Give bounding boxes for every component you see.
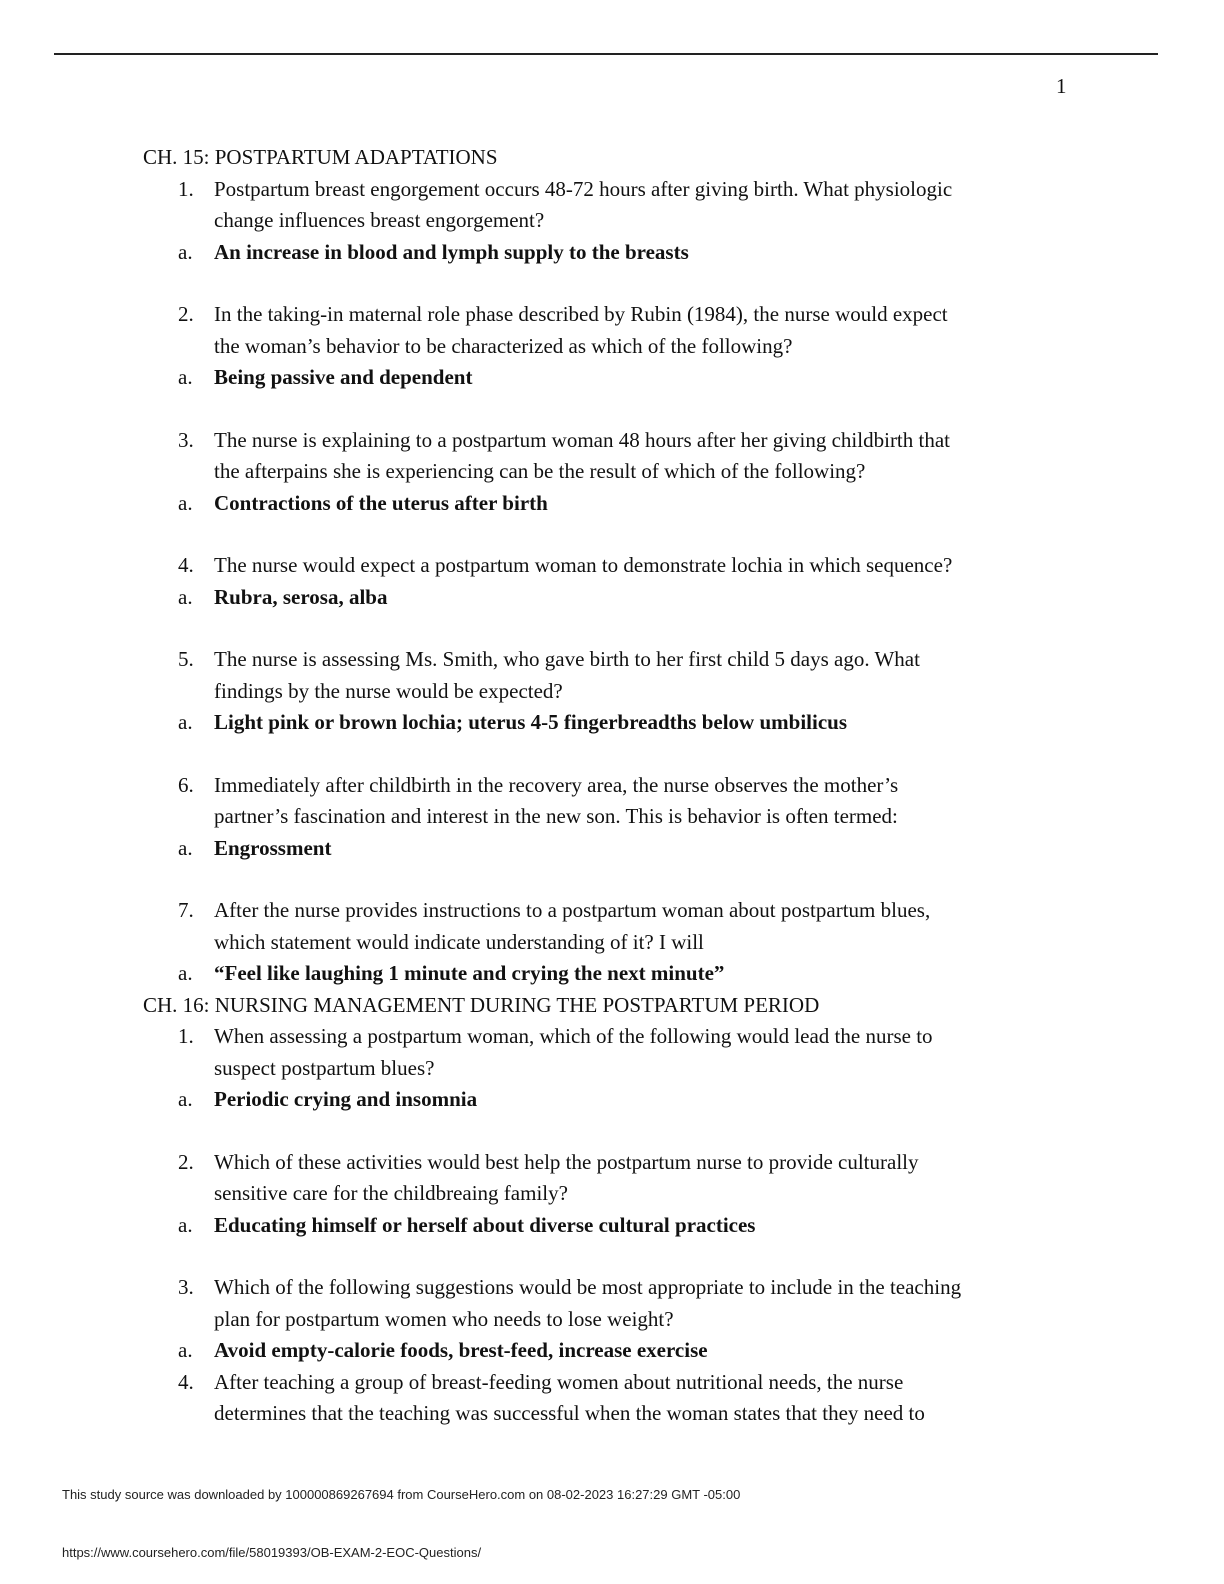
question-line: The nurse would expect a postpartum woman to demonstrate lochia in which sequence? <box>214 553 953 577</box>
question-list <box>143 174 1103 990</box>
source-url-link[interactable]: https://www.coursehero.com/file/58019393/OB-EXAM-2-EOC-Questions/ <box>62 1545 482 1560</box>
question-line: change influences breast engorgement? <box>214 208 545 232</box>
question-item <box>143 174 1103 300</box>
question-line: the woman’s behavior to be characterized as which of the following? <box>214 333 793 358</box>
question-line: plan for postpartum women who needs to lose weight? <box>214 1306 674 1331</box>
question-line: findings by the nurse would be expected? <box>214 678 563 703</box>
question-line: In the taking-in maternal role phase described by Rubin (1984), the nurse would expect <box>214 302 948 326</box>
question-number: 2. <box>178 302 194 326</box>
answer-text: Contractions of the uterus after birth <box>214 490 548 515</box>
question-line: After teaching a group of breast-feeding women about nutritional needs, the nurse <box>214 1369 904 1394</box>
question-item <box>143 550 1103 644</box>
answer-text: Periodic crying and insomnia <box>214 1087 478 1111</box>
answer-text: An increase in blood and lymph supply to the breasts <box>214 239 689 264</box>
question-number: 3. <box>178 427 194 452</box>
question-line: The nurse is explaining to a postpartum woman 48 hours after her giving childbirth that <box>214 427 951 452</box>
question-line: After the nurse provides instructions to a postpartum woman about postpartum blues, <box>214 898 931 922</box>
download-notice: This study source was downloaded by 100000869267694 from CourseHero.com on 08-02-2023 16:27:29 GMT -05:00 <box>62 1487 741 1502</box>
question-number: 4. <box>178 1369 194 1394</box>
answer-marker: a. <box>178 1087 193 1111</box>
question-line: When assessing a postpartum woman, which of the following would lead the nurse to <box>214 1024 933 1048</box>
answer-text: Avoid empty-calorie foods, brest-feed, increase exercise <box>214 1338 708 1362</box>
question-line: suspect postpartum blues? <box>214 1055 435 1080</box>
question-line: sensitive care for the childbreaing family? <box>214 1181 568 1205</box>
question-item <box>143 425 1103 551</box>
answer-marker: a. <box>178 365 193 389</box>
question-item <box>143 644 1103 770</box>
answer-marker: a. <box>178 1212 193 1237</box>
header-rule <box>54 53 1158 55</box>
question-number: 1. <box>178 176 194 201</box>
question-line: Postpartum breast engorgement occurs 48-72 hours after giving birth. What physiologic <box>214 176 953 201</box>
answer-marker: a. <box>178 239 193 264</box>
question-item <box>143 299 1103 425</box>
answer-text: Rubra, serosa, alba <box>214 584 388 609</box>
question-line: determines that the teaching was successful when the woman states that they need to <box>214 1401 925 1425</box>
question-number: 5. <box>178 647 194 671</box>
answer-marker: a. <box>178 490 193 515</box>
question-item <box>143 895 1103 990</box>
document-body <box>143 142 1103 1430</box>
chapter-title: CH. 16: NURSING MANAGEMENT DURING THE POSTPARTUM PERIOD <box>143 992 820 1017</box>
chapter-title: CH. 15: POSTPARTUM ADAPTATIONS <box>143 145 498 169</box>
question-line: which statement would indicate understanding of it? I will <box>214 929 704 954</box>
question-number: 1. <box>178 1024 194 1048</box>
answer-text: Being passive and dependent <box>214 365 473 389</box>
answer-marker: a. <box>178 835 193 860</box>
question-item <box>143 770 1103 896</box>
question-line: The nurse is assessing Ms. Smith, who gave birth to her first child 5 days ago. What <box>214 647 920 671</box>
question-number: 7. <box>178 898 194 922</box>
answer-marker: a. <box>178 584 193 609</box>
question-number: 6. <box>178 772 194 797</box>
question-item <box>143 1272 1103 1367</box>
answer-text: Educating himself or herself about diverse cultural practices <box>214 1212 756 1237</box>
question-number: 4. <box>178 553 194 577</box>
question-item <box>143 1021 1103 1147</box>
question-line: Which of the following suggestions would be most appropriate to include in the teaching <box>214 1275 962 1299</box>
question-line: Immediately after childbirth in the recovery area, the nurse observes the mother’s <box>214 772 899 797</box>
question-item <box>143 1367 1103 1430</box>
answer-marker: a. <box>178 710 193 734</box>
answer-text: Engrossment <box>214 835 332 860</box>
question-line: the afterpains she is experiencing can be the result of which of the following? <box>214 459 866 483</box>
answer-text: “Feel like laughing 1 minute and crying the next minute” <box>214 961 725 985</box>
question-list <box>143 1021 1103 1430</box>
answer-marker: a. <box>178 961 193 985</box>
question-number: 3. <box>178 1275 194 1299</box>
question-line: partner’s fascination and interest in the new son. This is behavior is often termed: <box>214 804 898 828</box>
answer-marker: a. <box>178 1338 193 1362</box>
question-line: Which of these activities would best help the postpartum nurse to provide culturally <box>214 1149 919 1174</box>
answer-text: Light pink or brown lochia; uterus 4-5 fingerbreadths below umbilicus <box>214 710 848 734</box>
question-item <box>143 1147 1103 1273</box>
question-number: 2. <box>178 1149 194 1174</box>
page-number: 1 <box>1056 74 1067 98</box>
